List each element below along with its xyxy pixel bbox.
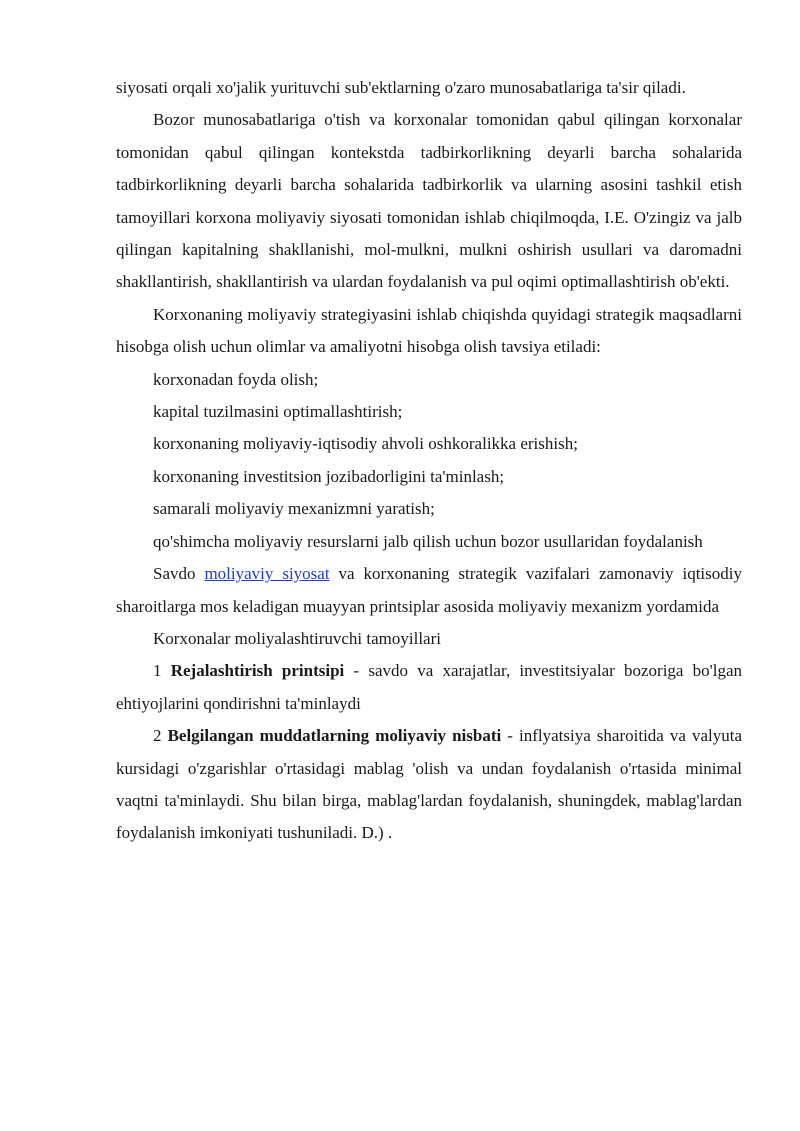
principle-item bbox=[116, 655, 742, 720]
list-item: kapital tuzilmasini optimallashtirish; bbox=[153, 402, 403, 422]
savdo-text-before: Savdo bbox=[153, 564, 205, 584]
principle-number: 2 bbox=[153, 726, 168, 746]
document-page bbox=[116, 72, 742, 850]
savdo-text-after: va korxonaning strategik vazifalari zamonaviy iqtisodiy sharoitlarga mos keladigan muayyan printsiplar asosida moliyaviy mexanizm yordamida bbox=[116, 564, 742, 616]
principle-text: - savdo va xarajatlar, investitsiyalar bozoriga bo'lgan ehtiyojlarini qondirishni ta'minlaydi bbox=[116, 661, 742, 713]
paragraph-intro: siyosati orqali xo'jalik yurituvchi sub'ektlarning o'zaro munosabatlariga ta'sir qiladi. bbox=[116, 78, 686, 97]
principle-title: Rejalashtirish printsipi bbox=[170, 661, 345, 681]
paragraph-market-relations: Bozor munosabatlariga o'tish va korxonalar tomonidan qabul qilingan korxonalar tomonidan qabul qilingan kontekstda tadbirkorlikning deyarli barcha sohalarida tadbirkorlikning deyarli barcha sohalarida tadbirkorlik va ularning asosini tashkil etish tamoyillari korxona moliyaviy siyosati tomonidan ishlab chiqilmoqda, I.E. O'zingiz va jalb qilingan kapitalning shakllanishi, mol-mulkni, mulkni oshirish usullari va daromadni shakllantirish, shakllantirish va ulardan foydalanish va pul oqimi optimallashtirish ob'ekti. bbox=[116, 110, 742, 292]
principle-text: - inflyatsiya sharoitida va valyuta kursidagi o'zgarishlar o'rtasidagi mablag 'olish va undan foydalanish o'rtasida minimal vaqtni ta'minlaydi. Shu bilan birga, mablag'lardan foydalanish, shuningdek, mablag'lardan foydalanish imkoniyati tushuniladi. D.) . bbox=[116, 726, 743, 843]
section-heading: Korxonalar moliyalashtiruvchi tamoyillari bbox=[153, 628, 441, 648]
moliyaviy-siyosat-link[interactable]: moliyaviy siyosat bbox=[204, 564, 330, 584]
principle-item bbox=[116, 720, 742, 850]
list-item: samarali moliyaviy mexanizmni yaratish; bbox=[153, 499, 435, 519]
list-item: korxonaning moliyaviy-iqtisodiy ahvoli oshkoralikka erishish; bbox=[153, 434, 578, 454]
paragraph-savdo bbox=[116, 558, 742, 623]
list-item: korxonaning investitsion jozibadorligini ta'minlash; bbox=[153, 466, 505, 486]
principle-number: 1 bbox=[153, 661, 171, 681]
paragraph-strategy: Korxonaning moliyaviy strategiyasini ishlab chiqishda quyidagi strategik maqsadlarni hisobga olish uchun olimlar va amaliyotni hisobga olish tavsiya etiladi: bbox=[116, 304, 742, 357]
principle-title: Belgilangan muddatlarning moliyaviy nisbati bbox=[167, 726, 502, 746]
list-item: qo'shimcha moliyaviy resurslarni jalb qilish uchun bozor usullaridan foydalanish bbox=[153, 531, 703, 551]
list-item: korxonadan foyda olish; bbox=[153, 369, 319, 389]
